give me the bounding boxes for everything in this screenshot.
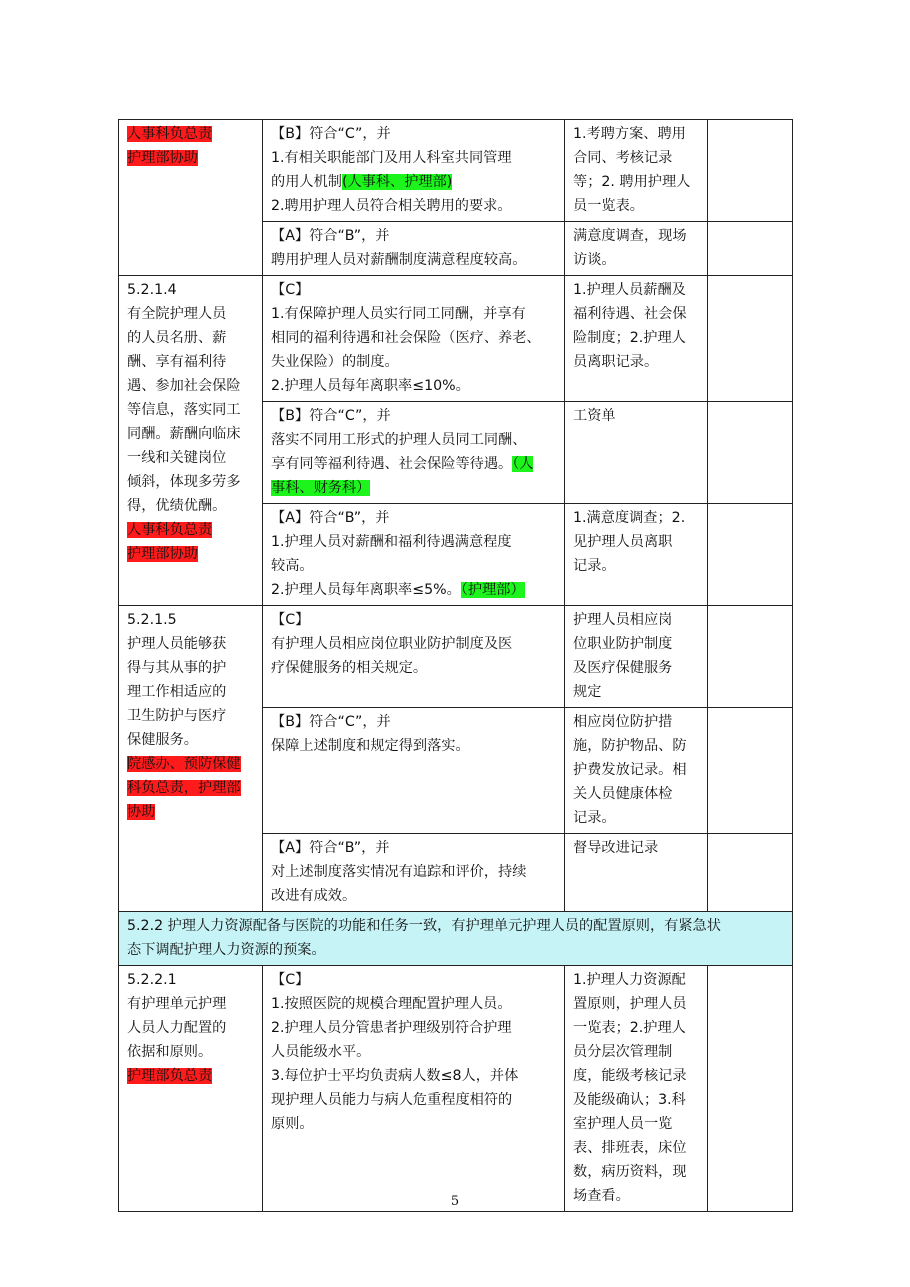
criteria-line: 对上述制度落实情况有追踪和评价，持续 (271, 864, 527, 880)
responsibility-highlight: 院感办、预防保健 (127, 756, 241, 772)
criteria-line: 相同的福利待遇和社会保险（医疗、养老、 (271, 330, 541, 346)
responsibility-highlight: 护理部协助 (127, 150, 198, 166)
evidence-cell (565, 834, 708, 912)
item-code: 5.2.1.4 (127, 282, 177, 298)
evidence-line: 记录。 (573, 810, 616, 826)
evidence-cell (565, 402, 708, 504)
responsibility-highlight: 人事科负总责 (127, 522, 213, 538)
criteria-line: 1.按照医院的规模合理配置护理人员。 (271, 996, 512, 1012)
item-text: 同酬。薪酬向临床 (127, 426, 241, 442)
item-text: 遇、参加社会保险 (127, 378, 241, 394)
evidence-line: 相应岗位防护措 (573, 714, 673, 730)
grade-label: 【A】符合“B”，并 (271, 840, 390, 856)
section-line: 5.2.2 护理人力资源配备与医院的功能和任务一致，有护理单元护理人员的配置原则，有紧急状 (127, 918, 721, 934)
evidence-line: 室护理人员一览 (573, 1116, 673, 1132)
criteria-cell (263, 606, 565, 708)
item-cell (119, 276, 263, 606)
evidence-line: 1.护理人员薪酬及 (573, 282, 686, 298)
criteria-line: 3.每位护士平均负责病人数≤8人，并体 (271, 1068, 519, 1084)
evidence-line: 员离职记录。 (573, 354, 659, 370)
grade-label: 【B】符合“C”，并 (271, 714, 391, 730)
item-text: 得，优绩优酬。 (127, 498, 227, 514)
department-highlight: （人 (512, 456, 534, 472)
item-text: 倾斜，体现多劳多 (127, 474, 241, 490)
department-highlight: （护理部） (460, 582, 525, 598)
criteria-line: 享有同等福利待遇、社会保险等待遇。 (271, 456, 513, 472)
item-text: 酬、享有福利待 (127, 354, 227, 370)
evidence-cell (565, 222, 708, 276)
remarks-cell (708, 834, 793, 912)
item-text: 有全院护理人员 (127, 306, 227, 322)
remarks-cell (708, 708, 793, 834)
section-header (119, 912, 793, 966)
item-cell (119, 606, 263, 912)
evidence-cell (565, 504, 708, 606)
department-highlight: 事科、财务科） (271, 480, 371, 496)
item-cell (119, 966, 263, 1212)
evidence-cell (565, 708, 708, 834)
evidence-line: 员一览表。 (573, 198, 644, 214)
evidence-line: 位职业防护制度 (573, 636, 673, 652)
evidence-line: 工资单 (573, 408, 616, 424)
evidence-line: 1.考聘方案、聘用 (573, 126, 686, 142)
grade-label: 【A】符合“B”，并 (271, 510, 390, 526)
criteria-cell (263, 708, 565, 834)
evidence-line: 施，防护物品、防 (573, 738, 687, 754)
responsibility-highlight: 人事科负总责 (127, 126, 213, 142)
remarks-cell (708, 966, 793, 1212)
grade-label: 【B】符合“C”，并 (271, 126, 391, 142)
evidence-line: 合同、考核记录 (573, 150, 673, 166)
responsibility-highlight: 协助 (127, 804, 156, 820)
item-text: 保健服务。 (127, 732, 198, 748)
criteria-cell (263, 402, 565, 504)
table-row (119, 966, 793, 1212)
item-code: 5.2.2.1 (127, 972, 177, 988)
remarks-cell (708, 276, 793, 402)
criteria-cell (263, 276, 565, 402)
grade-label: 【C】 (271, 612, 310, 628)
responsibility-highlight: 护理部协助 (127, 546, 198, 562)
criteria-cell (263, 504, 565, 606)
grade-label: 【A】符合“B”，并 (271, 228, 390, 244)
criteria-line: 1.有保障护理人员实行同工同酬，并享有 (271, 306, 526, 322)
criteria-cell (263, 834, 565, 912)
evidence-cell (565, 966, 708, 1212)
criteria-cell (263, 222, 565, 276)
criteria-line: 改进有成效。 (271, 888, 357, 904)
criteria-line: 2.聘用护理人员符合相关聘用的要求。 (271, 198, 512, 214)
evidence-line: 规定 (573, 684, 602, 700)
evidence-cell (565, 606, 708, 708)
evidence-line: 及医疗保健服务 (573, 660, 673, 676)
item-code: 5.2.1.5 (127, 612, 177, 628)
criteria-line: 现护理人员能力与病人危重程度相符的 (271, 1092, 513, 1108)
evidence-line: 置原则，护理人员 (573, 996, 687, 1012)
criteria-line: 疗保健服务的相关规定。 (271, 660, 428, 676)
evidence-line: 关人员健康体检 (573, 786, 673, 802)
criteria-line: 较高。 (271, 558, 314, 574)
item-text: 理工作相适应的 (127, 684, 227, 700)
item-text: 等信息，落实同工 (127, 402, 241, 418)
page-number: 5 (450, 1194, 460, 1209)
grade-label: 【C】 (271, 972, 310, 988)
item-text: 的人员名册、薪 (127, 330, 227, 346)
evidence-cell (565, 276, 708, 402)
responsibility-highlight: 科负总责，护理部 (127, 780, 241, 796)
item-text: 依据和原则。 (127, 1044, 213, 1060)
item-cell (119, 120, 263, 276)
item-text: 一线和关键岗位 (127, 450, 227, 466)
responsibility-highlight: 护理部负总责 (127, 1068, 213, 1084)
evidence-line: 及能级确认；3.科 (573, 1092, 686, 1108)
criteria-line: 2.护理人员分管患者护理级别符合护理 (271, 1020, 512, 1036)
evidence-line: 数，病历资料，现 (573, 1164, 687, 1180)
table-row (119, 120, 793, 222)
remarks-cell (708, 222, 793, 276)
evidence-cell (565, 120, 708, 222)
evidence-line: 福利待遇、社会保 (573, 306, 687, 322)
evidence-line: 护理人员相应岗 (573, 612, 673, 628)
criteria-line: 2.护理人员每年离职率≤10%。 (271, 378, 470, 394)
grade-label: 【B】符合“C”，并 (271, 408, 391, 424)
evidence-line: 护费发放记录。相 (573, 762, 687, 778)
evidence-line: 员分层次管理制 (573, 1044, 673, 1060)
evidence-line: 等；2. 聘用护理人 (573, 174, 691, 190)
evidence-line: 1.满意度调查；2. (573, 510, 686, 526)
evidence-line: 表、排班表，床位 (573, 1140, 687, 1156)
item-text: 得与其从事的护 (127, 660, 227, 676)
criteria-line: 人员能级水平。 (271, 1044, 371, 1060)
criteria-cell (263, 120, 565, 222)
evidence-line: 度，能级考核记录 (573, 1068, 687, 1084)
evidence-line: 见护理人员离职 (573, 534, 673, 550)
evidence-line: 访谈。 (573, 252, 616, 268)
evidence-line: 场查看。 (573, 1188, 630, 1204)
item-text: 人员人力配置的 (127, 1020, 227, 1036)
evidence-line: 险制度；2.护理人 (573, 330, 686, 346)
criteria-cell (263, 966, 565, 1212)
criteria-line: 落实不同用工形式的护理人员同工同酬、 (271, 432, 527, 448)
evidence-line: 满意度调查，现场 (573, 228, 687, 244)
evidence-line: 督导改进记录 (573, 840, 659, 856)
criteria-line: 原则。 (271, 1116, 314, 1132)
remarks-cell (708, 402, 793, 504)
item-text: 卫生防护与医疗 (127, 708, 227, 724)
section-line: 态下调配护理人力资源的预案。 (127, 942, 326, 958)
item-text: 有护理单元护理 (127, 996, 227, 1012)
evidence-line: 一览表；2.护理人 (573, 1020, 686, 1036)
criteria-line: 失业保险）的制度。 (271, 354, 399, 370)
criteria-line: 聘用护理人员对薪酬制度满意程度较高。 (271, 252, 527, 268)
criteria-line: 的用人机制 (271, 174, 342, 190)
table-row (119, 276, 793, 402)
evidence-line: 记录。 (573, 558, 616, 574)
criteria-line: 有护理人员相应岗位职业防护制度及医 (271, 636, 513, 652)
standards-table (118, 119, 793, 1212)
department-highlight: (人事科、护理部) (341, 174, 453, 190)
criteria-line: 2.护理人员每年离职率≤5%。 (271, 582, 461, 598)
criteria-line: 保障上述制度和规定得到落实。 (271, 738, 470, 754)
evidence-line: 1.护理人力资源配 (573, 972, 686, 988)
remarks-cell (708, 606, 793, 708)
criteria-line: 1.有相关职能部门及用人科室共同管理 (271, 150, 512, 166)
remarks-cell (708, 120, 793, 222)
remarks-cell (708, 504, 793, 606)
item-text: 护理人员能够获 (127, 636, 227, 652)
table-row (119, 912, 793, 966)
criteria-line: 1.护理人员对薪酬和福利待遇满意程度 (271, 534, 512, 550)
grade-label: 【C】 (271, 282, 310, 298)
table-row (119, 606, 793, 708)
